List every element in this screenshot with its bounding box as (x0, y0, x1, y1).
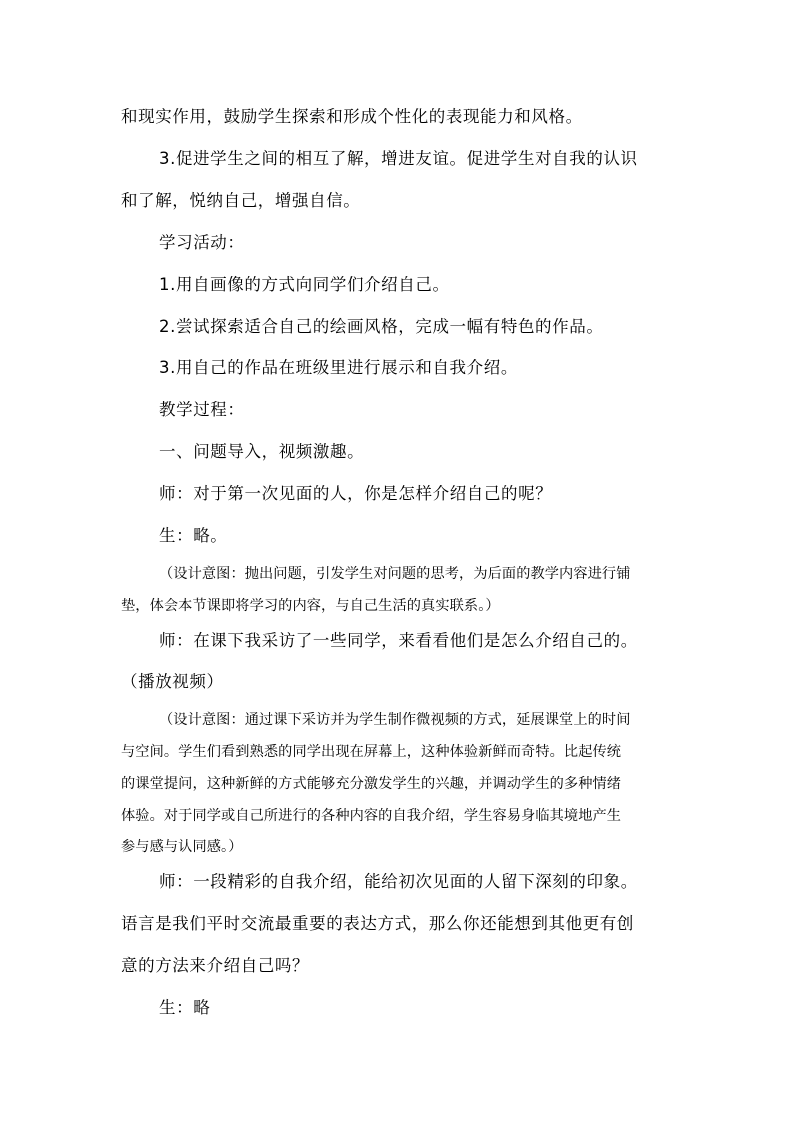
paragraph-line: 意的方法来介绍自己吗？ (121, 956, 310, 975)
paragraph-line: 和了解，悦纳自己，增强自信。 (121, 191, 361, 210)
student-line: 生：略。 (159, 526, 228, 545)
design-note-line: 与空间。学生们看到熟悉的同学出现在屏幕上，这种体验新鲜而奇特。比起传统 (121, 744, 622, 760)
paragraph-line: 语言是我们平时交流最重要的表达方式，那么你还能想到其他更有创 (121, 914, 634, 933)
play-video-line: （播放视频） (121, 672, 224, 691)
student-line: 生：略 (159, 998, 211, 1017)
paragraph-line: 和现实作用，鼓励学生探索和形成个性化的表现能力和风格。 (121, 107, 583, 126)
activity-2: 2.尝试探索适合自己的绘画风格，完成一幅有特色的作品。 (159, 317, 604, 336)
design-note-line: 参与感与认同感。） (121, 839, 243, 855)
step-heading: 一、问题导入，视频激趣。 (159, 442, 365, 461)
teacher-line: 师：在课下我采访了一些同学，来看看他们是怎么介绍自己的。 (159, 631, 638, 650)
objective-3-line: 3.促进学生之间的相互了解，增进友谊。促进学生对自我的认识 (159, 149, 638, 168)
design-note-line: 垫，体会本节课即将学习的内容，与自己生活的真实联系。） (121, 598, 500, 614)
section-heading-learning-activities: 学习活动： (159, 233, 245, 252)
teacher-line: 师：一段精彩的自我介绍，能给初次见面的人留下深刻的印象。 (159, 872, 638, 891)
teacher-line: 师：对于第一次见面的人，你是怎样介绍自己的呢？ (159, 484, 553, 503)
design-note-line: （设计意图：抛出问题，引发学生对问题的思考，为后面的教学内容进行铺 (159, 566, 631, 582)
design-note-line: 体验。对于同学或自己所进行的各种内容的自我介绍，学生容易身临其境地产生 (121, 808, 622, 824)
activity-3: 3.用自己的作品在班级里进行展示和自我介绍。 (159, 358, 518, 377)
design-note-line: 的课堂提问，这种新鲜的方式能够充分激发学生的兴趣，并调动学生的多种情绪 (121, 776, 622, 792)
section-heading-teaching-process: 教学过程： (159, 400, 245, 419)
design-note-line: （设计意图：通过课下采访并为学生制作微视频的方式，延展课堂上的时间 (159, 712, 631, 728)
activity-1: 1.用自画像的方式向同学们介绍自己。 (159, 275, 450, 294)
